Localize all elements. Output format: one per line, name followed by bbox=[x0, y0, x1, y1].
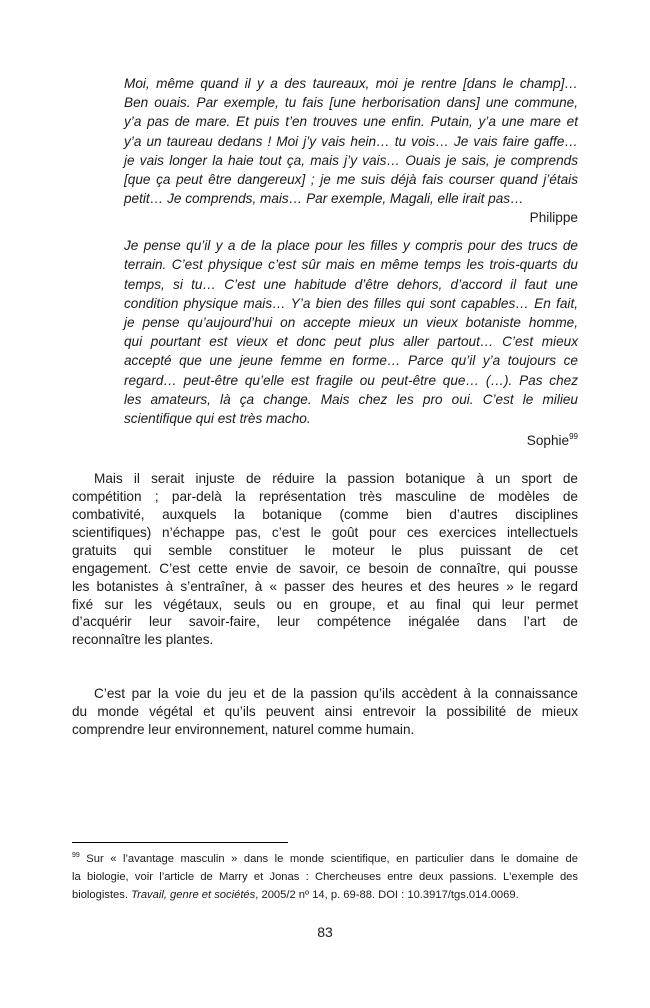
footnote-text: biologistes. bbox=[72, 889, 132, 901]
body-line: reconnaître les plantes. bbox=[72, 632, 214, 648]
body-line: combativité, auxquels la botanique (comme bien d’autres disciplines bbox=[72, 507, 578, 523]
quote-line: Moi, même quand il y a des taureaux, moi je rentre [dans le champ]… bbox=[124, 76, 578, 91]
footnote-text: Sur « l’avantage masculin » dans le monde scientifique, en particulier dans le domaine de bbox=[79, 853, 578, 865]
footnote-text: , 2005/2 nº 14, p. 69-88. DOI : 10.3917/tgs.014.0069. bbox=[255, 889, 519, 901]
quote-line: Ben ouais. Par exemple, tu fais [une herborisation dans] une commune, bbox=[124, 95, 578, 111]
quote-line: condition physique mais… Y’a bien des filles qui sont capables… En fait, bbox=[124, 295, 578, 311]
body-line: du monde végétal et qu’ils peuvent ainsi entrevoir la possibilité de mieux bbox=[72, 704, 578, 720]
page-content bbox=[0, 74, 650, 739]
body-line: engagement. C’est cette envie de savoir, ce besoin de connaître, qui pousse bbox=[72, 560, 578, 576]
body-line: Mais il serait injuste de réduire la passion botanique à un sport de bbox=[94, 471, 578, 487]
footnote-line: la biologie, voir l’article de Marry et Jonas : Chercheuses entre deux passions. L'exemple des bbox=[72, 871, 578, 883]
speaker-philippe: Philippe bbox=[529, 210, 578, 226]
quote-philippe bbox=[124, 74, 578, 208]
quote-line: qui pourtant est vieux et donc peut plus aller partout… C’est mieux bbox=[124, 334, 578, 350]
quote-line: je vais longer la haie tout ça, mais j’y vais… Ouais je sais, je comprends bbox=[124, 152, 578, 168]
quote-line: les amateurs, là ça change. Mais chez les pro oui. C’est le milieu bbox=[124, 391, 578, 407]
footnote bbox=[72, 850, 578, 904]
body-line: d’acquérir leur savoir-faire, leur compétence inégalée dans l’art de bbox=[72, 614, 578, 630]
body-paragraph-1 bbox=[72, 470, 578, 649]
body-line: gratuits qui semble constituer le moteur le plus puissant de cet bbox=[72, 542, 578, 558]
quote-line: accepté que une jeune femme en forme… Parce qu’il y’a toujours ce bbox=[124, 353, 578, 369]
quote-sophie bbox=[124, 236, 578, 428]
speaker-name: Sophie bbox=[526, 433, 570, 449]
body-line: scientifiques) n’échappe pas, c’est le goût pour ces exercices intellectuels bbox=[72, 525, 578, 541]
quote-line: y’a un taureau dedans ! Moi j’y vais hein… tu vois… Je vais faire gaffe… bbox=[124, 133, 578, 149]
speaker-sophie bbox=[72, 431, 578, 450]
quote-line: Je pense qu’il y a de la place pour les filles y compris pour des trucs de bbox=[124, 238, 578, 254]
body-paragraph-2 bbox=[72, 685, 578, 739]
body-line: compétition ; par-delà la représentation très masculine de modèles de bbox=[72, 489, 578, 505]
footnote-reference: 99 bbox=[569, 432, 578, 442]
body-line: les botanistes à s’entraîner, à « passer des heures et des heures » le regard bbox=[72, 578, 578, 594]
quote-line: scientifique qui est très macho. bbox=[124, 410, 311, 426]
footnote-separator bbox=[72, 842, 288, 843]
quote-line: petit… Je comprends, mais… Par exemple, Magali, elle irait pas… bbox=[124, 191, 524, 207]
footnote-line bbox=[72, 850, 578, 868]
quote-line: regard… peut-être qu’elle est fragile ou peut-être que… (…). Pas chez bbox=[124, 372, 578, 388]
body-line: fixé sur les végétaux, seuls ou en groupe, et au final qui leur permet bbox=[72, 596, 578, 612]
footnote-line bbox=[72, 886, 578, 904]
quote-line: temps, si tu… C’est une habitude d’être dehors, d’accord il faut une bbox=[124, 276, 578, 292]
quote-line: y’a pas de mare. Et puis t’en trouves une enfin. Putain, y’a une mare et bbox=[124, 114, 578, 130]
quote-line: [que ça peut être dangereux] ; je me suis déjà fais courser quand j’étais bbox=[124, 171, 578, 187]
body-line: comprendre leur environnement, naturel comme humain. bbox=[72, 722, 415, 738]
page-number: 83 bbox=[317, 924, 333, 940]
footnote-number: 99 bbox=[72, 852, 80, 859]
quote-line: terrain. C’est physique c’est sûr mais en même temps les trois-quarts du bbox=[124, 257, 578, 273]
quote-line: je pense qu’aujourd’hui on accepte mieux un vieux botaniste homme, bbox=[124, 315, 578, 331]
body-line: C’est par la voie du jeu et de la passion qu’ils accèdent à la connaissance bbox=[94, 686, 578, 702]
journal-title: Travail, genre et sociétés bbox=[131, 889, 256, 901]
